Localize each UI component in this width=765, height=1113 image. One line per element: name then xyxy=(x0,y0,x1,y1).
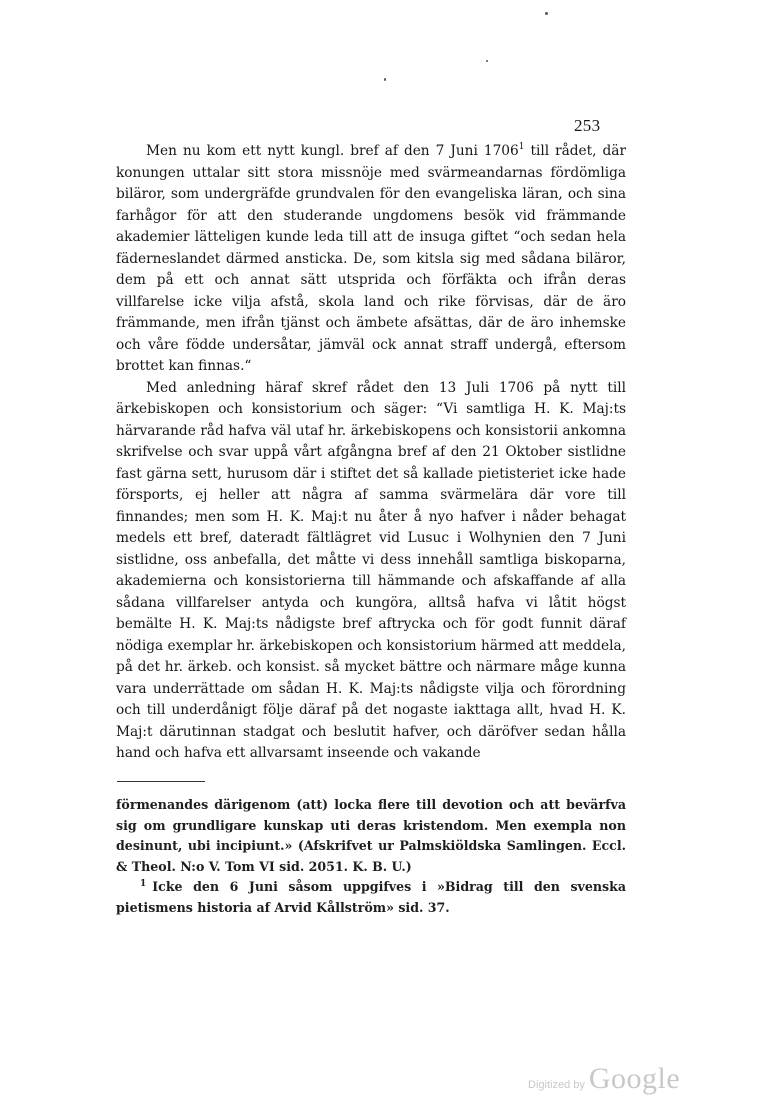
watermark-prefix: Digitized by xyxy=(528,1079,585,1091)
footnote-1 xyxy=(116,877,626,918)
page-number: 253 xyxy=(574,116,601,135)
paragraph-1-start: Men nu kom ett nytt kungl. bref af den 7 Juni 1706 xyxy=(146,143,519,159)
footnotes xyxy=(116,795,626,918)
scan-speck xyxy=(384,78,386,81)
paragraph-1 xyxy=(116,141,626,378)
paragraph-2: Med anledning häraf skref rådet den 13 Juli 1706 på nytt till ärkebiskopen och konsistorium och säger: “Vi samtliga H. K. Maj:ts härvarande råd hafva väl utaf hr. ärkebiskopens och konsistorii ankomna skrifvelse och svar uppå vårt afgångna bref af den 21 Oktober sistlidne fast gärna sett, hurusom där i stiftet det så kallade pietisteriet icke hade försports, ej heller att några af samma svärmelära där vore till finnandes; men som H. K. Maj:t nu åter å nyo hafver i nåder behagat medels ett bref, dateradt fältlägret vid Lusuc i Wolhynien den 7 Juni sistlidne, oss anbefalla, det måtte vi dess innehåll samtliga biskoparna, akademierna och konsistorierna till hämmande och afskaffande af alla sådana villfarelser antyda och kungöra, alltså hafva vi låtit högst bemälte H. K. Maj:ts nådigste bref aftrycka och för godt funnit däraf nödiga exemplar hr. ärkebiskopen och konsistorium härmed att meddela, på det hr. ärkeb. och konsist. så mycket bättre och närmare måge kunna vara underrättade om sådan H. K. Maj:ts nådigste vilja och förordning och till underdånigt följe däraf på det nogaste iakttaga allt, hvad H. K. Maj:t därutinnan stadgat och beslutit hafver, och däröfver sedan hålla hand och hafva ett allvarsamt inseende och vakande xyxy=(116,379,626,761)
paragraph-1-rest: till rådet, där konungen uttalar sitt stora missnöje med svärmeandarnas fördömliga biläror, som undergräfde grundvalen för den evangeliska läran, och sina farhågor för att den studerande ungdomens besök vid främmande akademier lätteligen kunde leda till att de insuga giftet “och sedan hela fäderneslandet därmed ansticka. De, som kitsla sig med sådana biläror, dem på ett och annat sätt utsprida och förfäkta och ifrån deras villfarelse icke vilja afstå, skola land och rike förvisas, där de äro främmande, men ifrån tjänst och ämbete afsättas, där de äro inhemske och våre födde undersåtar, jämväl ock annat straff undergå, eftersom brottet kan finnas.“ xyxy=(116,143,626,374)
footnote-reference: 1 xyxy=(518,142,525,152)
google-logo: Google xyxy=(588,1062,681,1095)
footnote-separator xyxy=(117,781,205,782)
footnote-continued: förmenandes därigenom (att) locka flere till devotion och att bevärfva sig om grundligare kunskap uti deras kristendom. Men exempla non desinunt, ubi incipiunt.» (Afskrifvet ur Palmskiöldska Samlingen. Eccl. & Theol. N:o V. Tom VI sid. 2051. K. B. U.) xyxy=(116,797,626,874)
footnote-1-number: 1 xyxy=(140,879,147,889)
main-text xyxy=(116,141,626,765)
footnote-1-text: Icke den 6 Juni såsom uppgifves i »Bidrag till den svenska pietismens historia af Arvid Kållström» sid. 37. xyxy=(116,879,626,915)
scan-speck xyxy=(545,12,548,15)
scan-speck xyxy=(486,60,488,62)
digitization-watermark xyxy=(528,1062,680,1096)
